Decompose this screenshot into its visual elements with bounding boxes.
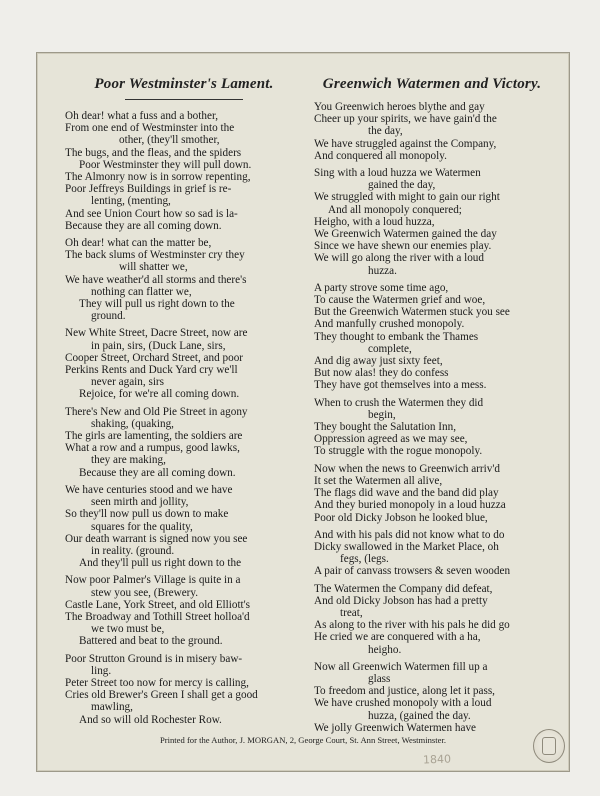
verse-line: And dig away just sixty feet, [314, 355, 443, 368]
verse-line: Poor Strutton Ground is in misery baw- [65, 652, 243, 665]
right-ballad-title: Greenwich Watermen and Victory. [322, 76, 542, 92]
verse-line: And with his pals did not know what to do [314, 528, 505, 541]
verse-line: Battered and beat to the ground. [79, 635, 223, 648]
verse-line: We have struggled against the Company, [314, 137, 497, 150]
verse-line: And manfully crushed monopoly. [314, 318, 465, 331]
verse-line: And see Union Court how so sad is la- [65, 207, 238, 220]
verse-line: When to crush the Watermen they did [314, 396, 484, 409]
verse-line: From one end of Westminster into the [65, 122, 235, 135]
verse-line: We have weather'd all storms and there's [65, 273, 247, 286]
verse-line: treat, [340, 606, 363, 619]
verse-line: Oh dear! what a fuss and a bother, [65, 110, 219, 122]
verse-line: And conquered all monopoly. [314, 149, 447, 162]
title-rule [125, 99, 243, 100]
verse-line: they are making, [91, 454, 166, 467]
left-ballad [65, 75, 303, 726]
verse-line: never again, sirs [91, 376, 165, 389]
verse-line: The back slums of Westminster cry they [65, 249, 245, 262]
verse-line: But the Greenwich Watermen stuck you see [314, 306, 510, 319]
verse-line: Perkins Rents and Duck Yard cry we'll [65, 364, 238, 377]
verse-line: fegs, (legs. [340, 553, 389, 566]
verse-line: other, (they'll smother, [119, 134, 220, 147]
verse-line: And they buried monopoly in a loud huzza [314, 499, 506, 512]
verse-line: There's New and Old Pie Street in agony [65, 405, 248, 418]
verse-line: We have crushed monopoly with a loud [314, 697, 492, 710]
verse-line: The Almonry now is in sorrow repenting, [65, 171, 251, 184]
left-ballad-title: Poor Westminster's Lament. [94, 76, 274, 92]
verse-line: shaking, (quaking, [91, 417, 174, 430]
right-ballad [314, 75, 550, 734]
verse-line: Rejoice, for we're all coming down. [79, 388, 240, 401]
verse-line: Our death warrant is signed now you see [65, 532, 248, 545]
verse-line: What a row and a rumpus, good lawks, [65, 442, 240, 455]
verse-line: gained the day, [368, 179, 436, 192]
verse-line: Now poor Palmer's Village is quite in a [65, 574, 241, 587]
verse-line: But now alas! they do confess [314, 367, 449, 380]
verse-line: He cried we are conquered with a ha, [314, 631, 481, 644]
verse-line: the day, [368, 125, 403, 138]
verse-line: complete, [368, 342, 412, 355]
broadside-sheet [36, 52, 570, 772]
verse-line: in reality. (ground. [91, 544, 175, 557]
verse-line: we two must be, [91, 623, 165, 636]
verse-line: huzza, (gained the day. [368, 709, 471, 722]
verse-line: We Greenwich Watermen gained the day [314, 228, 497, 241]
verse-line: To freedom and justice, along let it pass, [314, 685, 495, 698]
verse-line: A pair of canvass trowsers & seven wooden [314, 565, 511, 578]
verse-line: Oppression agreed as we may see, [314, 433, 468, 446]
verse-line: To struggle with the rogue monopoly. [314, 445, 483, 458]
verse-line: They have got themselves into a mess. [314, 379, 487, 392]
verse-line: in pain, sirs, (Duck Lane, sirs, [91, 339, 226, 352]
verse-line: Cries old Brewer's Green I shall get a good [65, 689, 258, 702]
verse-line: Cooper Street, Orchard Street, and poor [65, 351, 244, 364]
verse-line: The bugs, and the fleas, and the spiders [65, 146, 242, 159]
verse-line: stew you see, (Brewery. [91, 586, 199, 599]
verse-line: lenting, (menting, [91, 195, 171, 208]
verse-line: heigho. [368, 643, 402, 656]
verse-line: seen mirth and jollity, [91, 496, 189, 509]
verse-line: The Watermen the Company did defeat, [314, 582, 493, 595]
verse-line: Because they are all coming down. [65, 219, 222, 232]
verse-line: And they'll pull us right down to the [79, 557, 242, 570]
library-stamp-icon [533, 729, 565, 763]
verse-line: New White Street, Dacre Street, now are [65, 327, 248, 340]
verse-line: We have centuries stood and we have [65, 483, 233, 496]
verse-line: will shatter we, [119, 261, 188, 274]
verse-line: glass [368, 672, 391, 685]
verse-line: They thought to embank the Thames [314, 330, 479, 343]
verse-line: And all monopoly conquered; [328, 203, 462, 216]
verse-line: squares for the quality, [91, 520, 193, 533]
verse-line: The Broadway and Tothill Street holloa'd [65, 610, 250, 623]
verse-line: And old Dicky Jobson has had a pretty [314, 594, 488, 607]
printer-imprint: Printed for the Author, J. MORGAN, 2, George Court, St. Ann Street, Westminster. [159, 735, 447, 745]
verse-line: And so will old Rochester Row. [79, 713, 222, 726]
verse-line: nothing can flatter we, [91, 285, 192, 298]
verse-line: Because they are all coming down. [79, 466, 236, 479]
verse-line: To cause the Watermen grief and woe, [314, 294, 486, 307]
verse-line: We jolly Greenwich Watermen have [314, 721, 477, 734]
verse-line: Dicky swallowed in the Market Place, oh [314, 540, 499, 553]
verse-line: Sing with a loud huzza we Watermen [314, 167, 481, 180]
verse-line: Poor old Dicky Jobson he looked blue, [314, 511, 488, 524]
verse-line: ling. [91, 664, 112, 677]
verse-line: Peter Street too now for mercy is calling, [65, 676, 249, 689]
verse-line: begin, [368, 408, 396, 421]
verse-line: Heigho, with a loud huzza, [314, 215, 435, 228]
verse-line: ground. [91, 310, 126, 323]
verse-line: They will pull us right down to the [79, 298, 235, 311]
verse-line: mawling, [91, 701, 133, 714]
verse-line: You Greenwich heroes blythe and gay [314, 101, 485, 113]
verse-line: So they'll now pull us down to make [65, 508, 229, 521]
verse-line: Now when the news to Greenwich arriv'd [314, 462, 500, 475]
verse-line: As along to the river with his pals he did go [314, 619, 510, 632]
verse-line: It set the Watermen all alive, [314, 474, 443, 487]
verse-line: The girls are lamenting, the soldiers are [65, 430, 243, 443]
verse-line: The flags did wave and the band did play [314, 487, 499, 500]
verse-line: A party strove some time ago, [314, 281, 449, 294]
left-ballad-text [65, 110, 303, 726]
pencil-date-note: 1840 [422, 752, 452, 767]
verse-line: They bought the Salutation Inn, [314, 421, 456, 434]
verse-line: Castle Lane, York Street, and old Elliott's [65, 598, 251, 611]
verse-line: Since we have shewn our enemies play. [314, 240, 492, 253]
verse-line: Poor Jeffreys Buildings in grief is re- [65, 183, 232, 196]
verse-line: We struggled with might to gain our right [314, 191, 500, 204]
verse-line: We will go along the river with a loud [314, 252, 484, 265]
verse-line: Now all Greenwich Watermen fill up a [314, 660, 488, 673]
verse-line: Cheer up your spirits, we have gain'd the [314, 113, 497, 126]
verse-line: huzza. [368, 264, 397, 277]
verse-line: Oh dear! what can the matter be, [65, 237, 212, 250]
right-ballad-text [314, 101, 550, 734]
verse-line: Poor Westminster they will pull down. [79, 158, 252, 171]
